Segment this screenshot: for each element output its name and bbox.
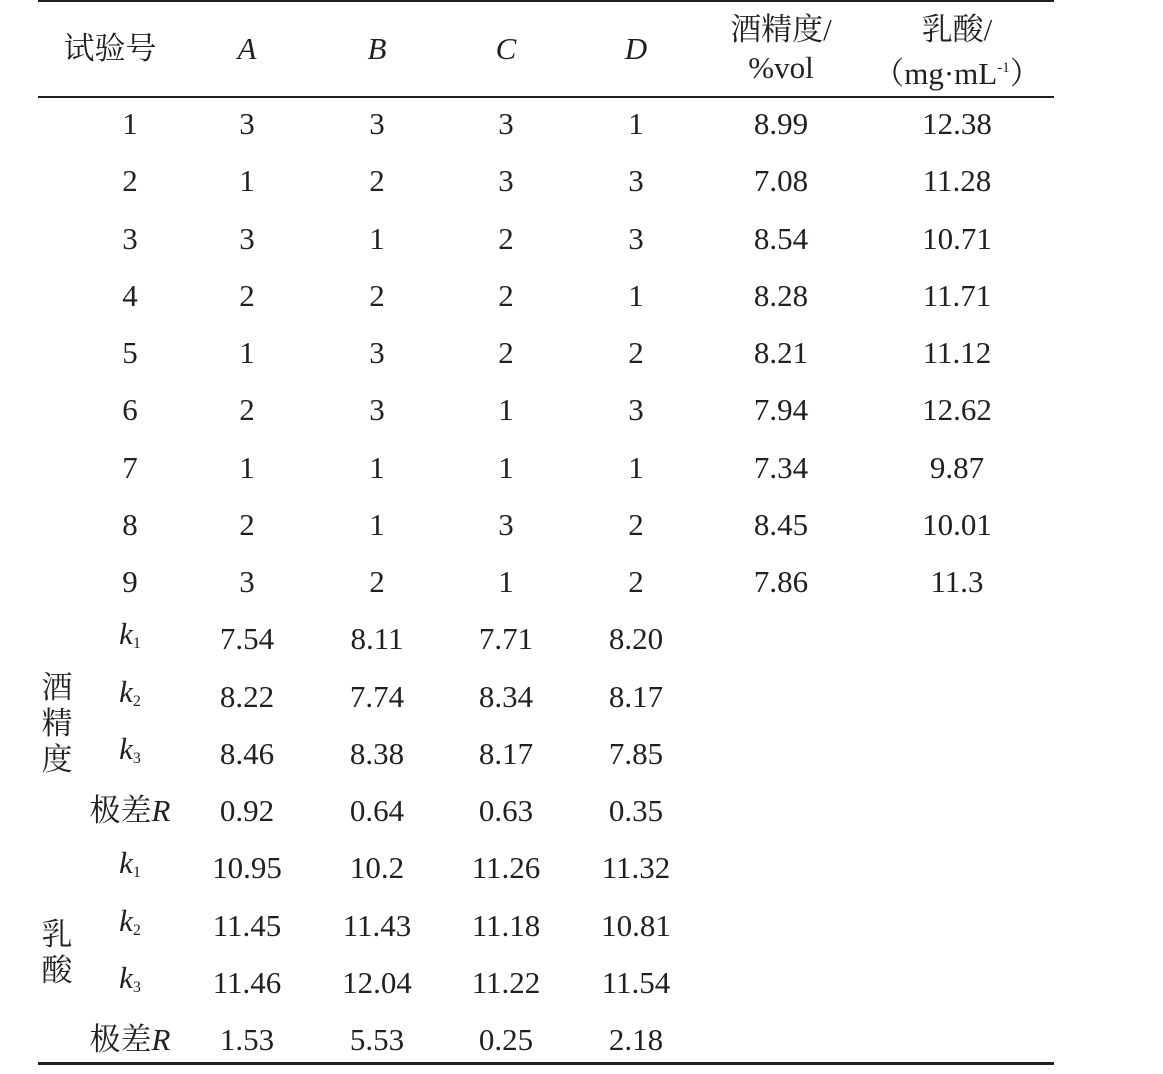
cell-a: 1	[239, 335, 255, 370]
cell-d: 2	[628, 564, 644, 599]
cell-d: 2.18	[608, 1022, 664, 1057]
cell-b: 2	[369, 163, 385, 199]
cell-c: 8.17	[478, 735, 534, 771]
stat-k-subscript: 2	[132, 692, 141, 710]
cell-d: 2	[628, 506, 644, 542]
header-alcohol-line2: %vol	[748, 50, 814, 85]
header-lactic-line1: 乳酸/	[921, 12, 993, 47]
stat-k-symbol: k	[119, 845, 133, 881]
cell-c: 7.71	[478, 621, 534, 657]
cell-trial: 3	[122, 220, 138, 256]
cell-a: 1.53	[219, 1022, 275, 1057]
cell-alcohol: 8.28	[753, 277, 809, 313]
cell-alcohol: 7.34	[753, 449, 809, 485]
cell-b: 7.74	[349, 678, 405, 714]
cell-alcohol: 7.08	[753, 163, 809, 199]
cell-trial: 8	[122, 506, 138, 542]
cell-alcohol: 8.45	[753, 506, 809, 542]
cell-c: 0.25	[478, 1022, 534, 1057]
cell-c: 2	[498, 335, 514, 370]
cell-c: 0.63	[478, 793, 534, 828]
stat-k-symbol: k	[119, 616, 133, 652]
cell-c: 11.26	[471, 850, 541, 886]
cell-c: 11.18	[471, 907, 541, 943]
cell-b: 8.38	[349, 735, 405, 771]
cell-lactic: 11.28	[922, 163, 992, 199]
stat-k-symbol: k	[119, 730, 133, 766]
cell-d: 3	[628, 163, 644, 199]
cell-b: 3	[369, 335, 385, 370]
cell-a: 7.54	[219, 621, 275, 657]
cell-c: 2	[498, 220, 514, 256]
group-label-lactic: 乳酸	[41, 917, 73, 988]
cell-b: 12.04	[342, 964, 412, 1000]
cell-d: 10.81	[601, 907, 671, 943]
stat-row-label	[119, 960, 141, 1006]
cell-d: 1	[628, 106, 644, 141]
cell-b: 10.2	[349, 850, 405, 886]
header-lactic-unit-exponent: -1	[997, 60, 1010, 76]
cell-a: 3	[239, 106, 255, 141]
cell-a: 1	[239, 449, 255, 485]
cell-lactic: 12.38	[922, 106, 992, 141]
cell-c: 1	[498, 449, 514, 485]
stat-k-symbol: k	[119, 673, 133, 709]
cell-trial: 9	[122, 564, 138, 599]
cell-d: 3	[628, 220, 644, 256]
header-factor-c	[496, 31, 517, 67]
cell-lactic: 12.62	[922, 392, 992, 428]
cell-alcohol: 7.94	[753, 392, 809, 428]
cell-trial: 1	[122, 106, 138, 141]
cell-c: 1	[498, 564, 514, 599]
header-lactic-line2	[873, 49, 1041, 93]
cell-a: 2	[239, 392, 255, 428]
cell-trial: 5	[122, 335, 138, 370]
cell-d: 3	[628, 392, 644, 428]
header-factor-c-text: C	[495, 31, 517, 66]
cell-b: 1	[369, 449, 385, 485]
header-lactic-unit: （mg·mL	[873, 56, 998, 91]
range-label-text: 极差	[89, 1022, 152, 1057]
cell-d: 8.20	[608, 621, 664, 657]
cell-c: 3	[498, 163, 514, 199]
cell-lactic: 11.71	[922, 277, 992, 313]
cell-alcohol: 7.86	[753, 564, 809, 599]
stat-row-label	[119, 674, 141, 720]
cell-d: 1	[628, 449, 644, 485]
range-label-symbol: R	[151, 793, 171, 828]
stat-row-label	[119, 731, 141, 777]
cell-a: 10.95	[212, 850, 282, 886]
header-factor-a	[238, 31, 257, 67]
cell-a: 2	[239, 277, 255, 313]
cell-trial: 4	[122, 277, 138, 313]
stat-k-symbol: k	[119, 959, 133, 995]
header-factor-d-text: D	[624, 31, 648, 66]
cell-a: 3	[239, 220, 255, 256]
header-factor-b-text: B	[367, 31, 387, 66]
cell-c: 3	[498, 106, 514, 141]
header-lactic	[873, 11, 1041, 93]
cell-trial: 7	[122, 449, 138, 485]
cell-d: 2	[628, 335, 644, 370]
cell-c: 2	[498, 277, 514, 313]
cell-c: 1	[498, 392, 514, 428]
cell-b: 1	[369, 220, 385, 256]
cell-b: 3	[369, 106, 385, 141]
header-lactic-unit-close: ）	[1009, 56, 1041, 91]
cell-lactic: 9.87	[929, 449, 985, 485]
table-header-rule	[38, 96, 1054, 98]
cell-a: 8.46	[219, 735, 275, 771]
stat-row-label	[119, 845, 141, 891]
cell-trial: 2	[122, 163, 138, 199]
cell-d: 7.85	[608, 735, 664, 771]
stat-k-symbol: k	[119, 902, 133, 938]
cell-d: 8.17	[608, 678, 664, 714]
cell-d: 0.35	[608, 793, 664, 828]
cell-a: 2	[239, 506, 255, 542]
stat-row-label	[119, 903, 141, 949]
cell-alcohol: 8.21	[753, 335, 809, 370]
cell-b: 11.43	[342, 907, 412, 943]
cell-lactic: 11.3	[930, 564, 984, 599]
cell-a: 1	[239, 163, 255, 199]
cell-lactic: 11.12	[922, 335, 992, 370]
cell-b: 1	[369, 506, 385, 542]
cell-b: 0.64	[349, 793, 405, 828]
range-row-label	[90, 1022, 171, 1058]
table-top-rule	[38, 0, 1054, 2]
header-trial: 试验号	[63, 31, 157, 66]
range-row-label	[90, 793, 171, 829]
stat-k-subscript: 3	[132, 978, 141, 996]
cell-trial: 6	[122, 392, 138, 428]
cell-c: 11.22	[471, 964, 541, 1000]
stat-k-subscript: 1	[132, 635, 141, 653]
cell-b: 3	[369, 392, 385, 428]
stat-k-subscript: 3	[132, 749, 141, 767]
cell-c: 3	[498, 506, 514, 542]
cell-b: 5.53	[349, 1022, 405, 1057]
cell-c: 8.34	[478, 678, 534, 714]
cell-b: 8.11	[350, 621, 404, 657]
stat-k-subscript: 2	[132, 921, 141, 939]
range-label-symbol: R	[151, 1022, 171, 1057]
cell-lactic: 10.01	[922, 506, 992, 542]
range-label-text: 极差	[89, 793, 152, 828]
stat-k-subscript: 1	[132, 864, 141, 882]
cell-b: 2	[369, 277, 385, 313]
cell-a: 11.45	[212, 907, 282, 943]
header-factor-d	[625, 31, 647, 67]
cell-d: 11.32	[601, 850, 671, 886]
cell-alcohol: 8.54	[753, 220, 809, 256]
header-alcohol-line1: 酒精度/	[730, 12, 832, 47]
header-factor-b	[368, 31, 387, 67]
header-factor-a-text: A	[237, 31, 257, 66]
group-label-alcohol: 酒精度	[41, 670, 73, 777]
cell-d: 1	[628, 277, 644, 313]
cell-lactic: 10.71	[922, 220, 992, 256]
cell-alcohol: 8.99	[753, 106, 809, 141]
cell-a: 11.46	[212, 964, 282, 1000]
header-alcohol	[730, 11, 832, 87]
cell-d: 11.54	[601, 964, 671, 1000]
stat-row-label	[119, 616, 141, 662]
cell-b: 2	[369, 564, 385, 599]
cell-a: 8.22	[219, 678, 275, 714]
table-bottom-rule	[38, 1062, 1054, 1065]
cell-a: 3	[239, 564, 255, 599]
cell-a: 0.92	[219, 793, 275, 828]
